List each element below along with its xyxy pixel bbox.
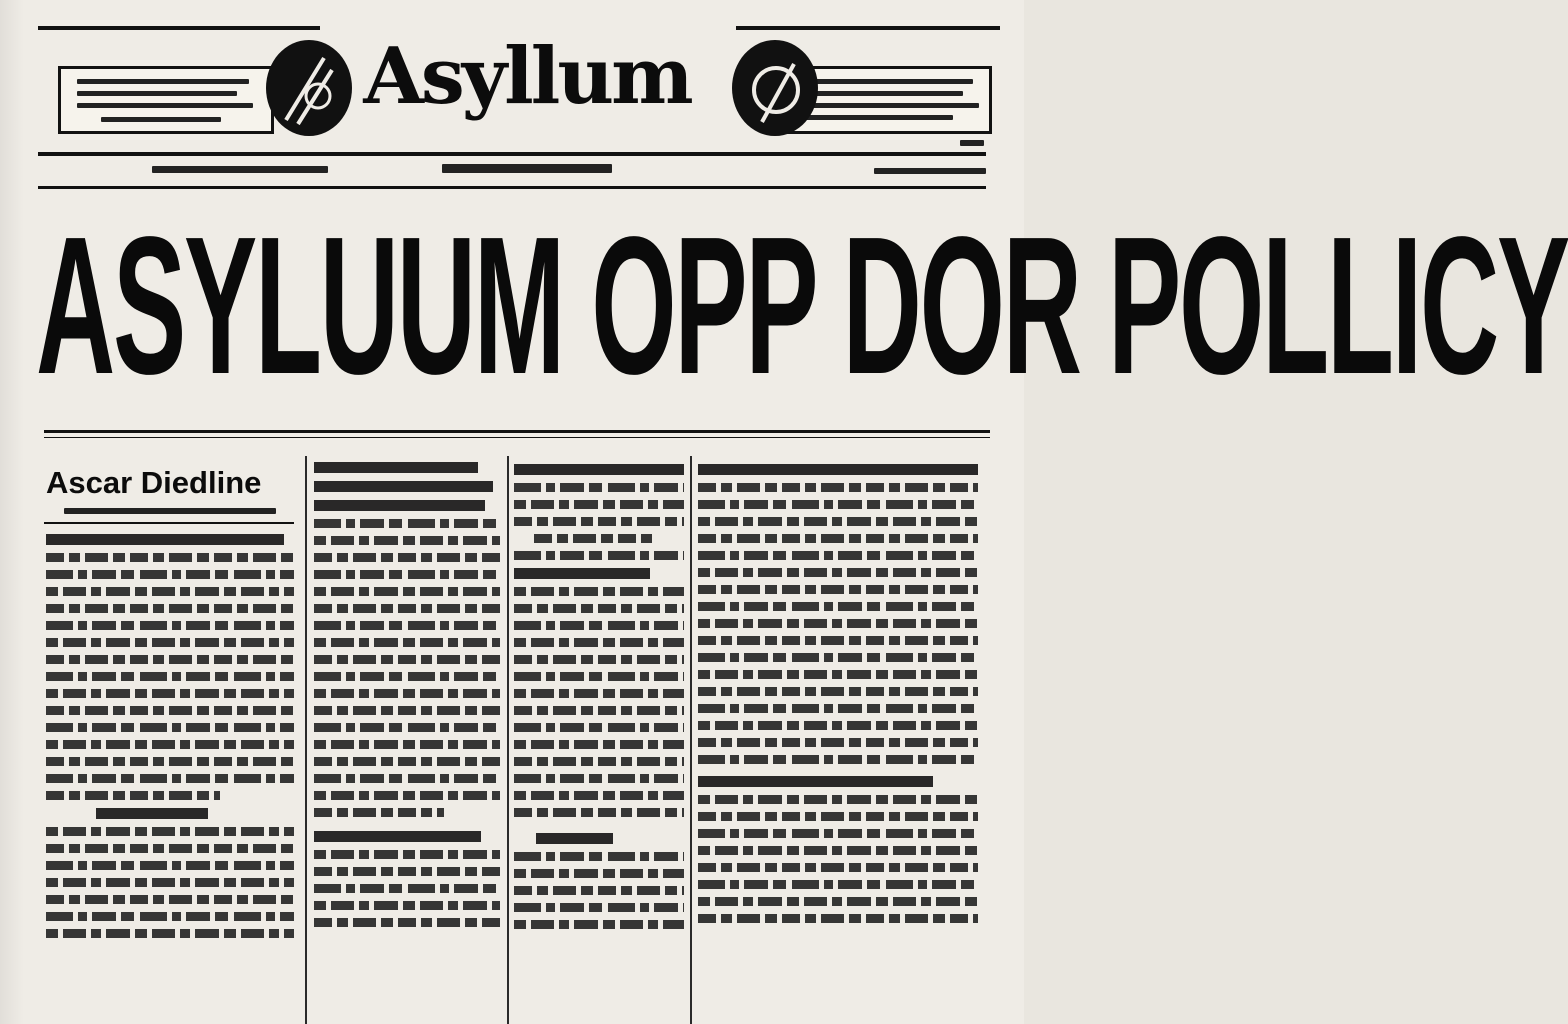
article-column-4 xyxy=(698,464,978,931)
column-divider-1 xyxy=(305,456,307,1024)
dateline-center-block xyxy=(442,164,612,173)
dateline-right-block xyxy=(874,168,986,174)
dateline-price-block xyxy=(960,140,984,146)
headline-rule xyxy=(44,430,990,433)
main-headline: ASYLUUM OPP DOR POLLICY xyxy=(36,196,1568,415)
right-ear-emblem-icon xyxy=(732,40,818,136)
headline-rule-thin xyxy=(44,437,990,438)
column-divider-3 xyxy=(690,456,692,1024)
left-ear-box xyxy=(38,26,320,134)
masthead-rule-top xyxy=(38,152,986,156)
right-ear-box xyxy=(736,26,1000,134)
newspaper-nameplate: Asyllum xyxy=(363,31,691,122)
section-heading: Ascar Diedline xyxy=(46,465,262,500)
section-subhead-block xyxy=(64,508,276,514)
masthead-rule-bottom xyxy=(38,186,986,189)
article-column-2 xyxy=(314,462,500,935)
article-column-3 xyxy=(514,464,684,937)
section-rule xyxy=(44,522,294,524)
article-column-1 xyxy=(46,534,294,946)
left-ear-text-box xyxy=(58,66,274,134)
left-ear-emblem-icon xyxy=(266,40,352,136)
column-divider-2 xyxy=(507,456,509,1024)
paper-edge-shadow xyxy=(0,0,24,1024)
dateline-left-block xyxy=(152,166,328,173)
